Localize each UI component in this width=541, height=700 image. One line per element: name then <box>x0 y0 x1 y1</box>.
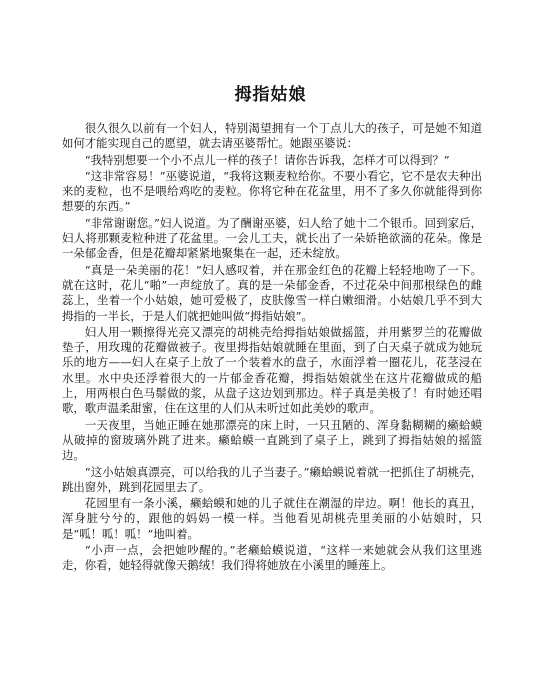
paragraph: 一天夜里，当她正睡在她那漂亮的床上时，一只丑陋的、浑身黏糊糊的癞蛤蟆从破掉的窗玻璃外跳了进来。癞蛤蟆一直跳到了桌子上，跳到了拇指姑娘的摇篮边。 <box>62 417 482 463</box>
paragraph: 花园里有一条小溪，癞蛤蟆和她的儿子就住在潮湿的岸边。啊！他长的真丑，浑身脏兮兮的，跟他的妈妈一模一样。当他看见胡桃壳里美丽的小姑娘时，只是“呱！呱！呱！”地叫着。 <box>62 496 482 541</box>
story-body <box>62 121 482 574</box>
paragraph: “这小姑娘真漂亮，可以给我的儿子当妻子。”癞蛤蟆说着就一把抓住了胡桃壳，跳出窗外，跳到花园里去了。 <box>62 464 482 494</box>
paragraph: “我特别想要一个小不点儿一样的孩子！请你告诉我，怎样才可以得到？” <box>84 152 450 167</box>
paragraph: “这非常容易！”巫婆说道，“我将这颗麦粒给你。不要小看它，它不是农夫种出来的麦粒，也不是喂给鸡吃的麦粒。你将它种在花盆里，用不了多久你就能得到你想要的东西。” <box>62 168 482 214</box>
paragraph: 很久很久以前有一个妇人，特别渴望拥有一个丁点儿大的孩子，可是她不知道如何才能实现自己的愿望，就去请巫婆帮忙。她跟巫婆说： <box>62 121 482 151</box>
paragraph: “真是一朵美丽的花！”妇人感叹着，并在那金红色的花瓣上轻轻地吻了一下。就在这时，花儿“啪”一声绽放了。真的是一朵郁金香，不过花朵中间那根绿色的雌蕊上，坐着一个小姑娘，她可爱极了，皮肤像雪一样白嫩细滑。小姑娘几乎不到大拇指的一半长，于是人们就把她叫做“拇指姑娘”。 <box>62 262 482 323</box>
paragraph: “非常谢谢您。”妇人说道。为了酬谢巫婆，妇人给了她十二个银币。回到家后，妇人将那颗麦粒种进了花盆里。一会儿工夫，就长出了一朵娇艳欲滴的花朵。像是一朵郁金香，但是花瓣却紧紧地聚集在一起，还未绽放。 <box>62 215 482 261</box>
page-title: 拇指姑娘 <box>234 85 307 105</box>
paragraph: “小声一点，会把她吵醒的。”老癞蛤蟆说道，“这样一来她就会从我们这里逃走，你看，她轻得就像天鹅绒！我们得将她放在小溪里的睡莲上。 <box>62 543 482 573</box>
paragraph: 妇人用一颗擦得光亮又漂亮的胡桃壳给拇指姑娘做摇篮，并用紫罗兰的花瓣做垫子，用玫瑰的花瓣做被子。夜里拇指姑娘就睡在里面，到了白天桌子就成为她玩乐的地方——妇人在桌子上放了一个装着水的盘子，水面浮着一圈花儿，花茎浸在水里。水中央还浮着很大的一片郁金香花瓣，拇指姑娘就坐在这片花瓣做成的船上，用两根白色马鬃做的浆，从盘子这边划到那边。样子真是美极了！有时她还唱歌，歌声温柔甜蜜，住在这里的人们从未听过如此美妙的歌声。 <box>62 324 482 416</box>
